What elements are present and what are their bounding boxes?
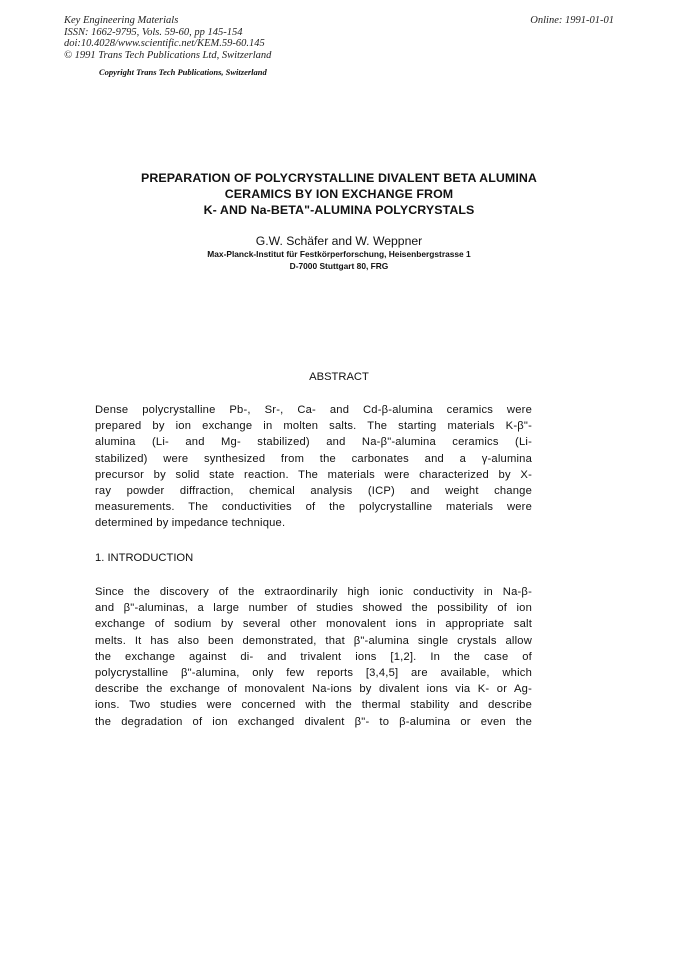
abstract-text <box>95 402 532 532</box>
online-date: Online: 1991-01-01 <box>530 15 614 26</box>
abstract-line: Dense polycrystalline Pb-, Sr-, Ca- and Cd-β-alumina ceramics were <box>95 404 532 416</box>
introduction-line: describe the exchange of monovalent Na-ions by divalent ions via K- or Ag- <box>95 683 532 696</box>
affiliation-line: Max-Planck-Institut für Festkörperforschung, Heisenbergstrasse 1 <box>207 249 471 259</box>
title-line: PREPARATION OF POLYCRYSTALLINE DIVALENT BETA ALUMINA <box>141 171 537 185</box>
abstract-line: ray powder diffraction, chemical analysis (ICP) and weight change <box>95 484 532 497</box>
introduction-line: polycrystalline β"-alumina, only few reports [3,4,5] are available, which <box>95 666 532 679</box>
section-heading-introduction: 1. INTRODUCTION <box>95 552 194 564</box>
introduction-line: exchange of sodium by several other monovalent ions in appropriate salt <box>95 618 532 631</box>
publication-metadata <box>64 15 271 61</box>
introduction-line: the exchange against di- and trivalent ions [1,2]. In the case of <box>95 650 532 663</box>
abstract-line: prepared by ion exchange in molten salts. The starting materials K-β"- <box>95 420 532 433</box>
introduction-line: ions. Two studies were concerned with the thermal stability and describe <box>95 699 532 712</box>
affiliation <box>64 249 614 272</box>
journal-name: Key Engineering Materials <box>64 15 179 26</box>
affiliation-line: D-7000 Stuttgart 80, FRG <box>289 260 389 271</box>
introduction-text <box>95 584 532 730</box>
introduction-line: the degradation of ion exchanged divalent β"- to β-alumina or even the <box>95 715 532 728</box>
copyright-stamp: Copyright Trans Tech Publications, Switzerland <box>99 67 267 77</box>
introduction-line: Since the discovery of the extraordinarily high ionic conductivity in Na-β- <box>95 586 532 598</box>
abstract-line: alumina (Li- and Mg- stabilized) and Na-β"-alumina ceramics (Li- <box>95 436 532 449</box>
author-list: G.W. Schäfer and W. Weppner <box>255 234 423 248</box>
paper-title <box>64 170 614 218</box>
copyright-line: © 1991 Trans Tech Publications Ltd, Switzerland <box>64 49 272 61</box>
abstract-heading: ABSTRACT <box>309 371 369 383</box>
abstract-line: determined by impedance technique. <box>95 517 286 530</box>
title-line: K- AND Na-BETA"-ALUMINA POLYCRYSTALS <box>203 203 475 217</box>
doi-line: doi:10.4028/www.scientific.net/KEM.59-60.145 <box>64 38 265 50</box>
issn-line: ISSN: 1662-9795, Vols. 59-60, pp 145-154 <box>64 26 243 38</box>
abstract-line: precursor by solid state reaction. The materials were characterized by X- <box>95 468 532 481</box>
title-line: CERAMICS BY ION EXCHANGE FROM <box>224 187 454 201</box>
abstract-line: measurements. The conductivities of the polycrystalline materials were <box>95 501 532 514</box>
introduction-line: and β"-aluminas, a large number of studies showed the possibility of ion <box>95 602 532 615</box>
abstract-line: stabilized) were synthesized from the carbonates and a γ-alumina <box>95 452 532 465</box>
introduction-line: melts. It has also been demonstrated, that β"-alumina single crystals allow <box>95 634 532 647</box>
